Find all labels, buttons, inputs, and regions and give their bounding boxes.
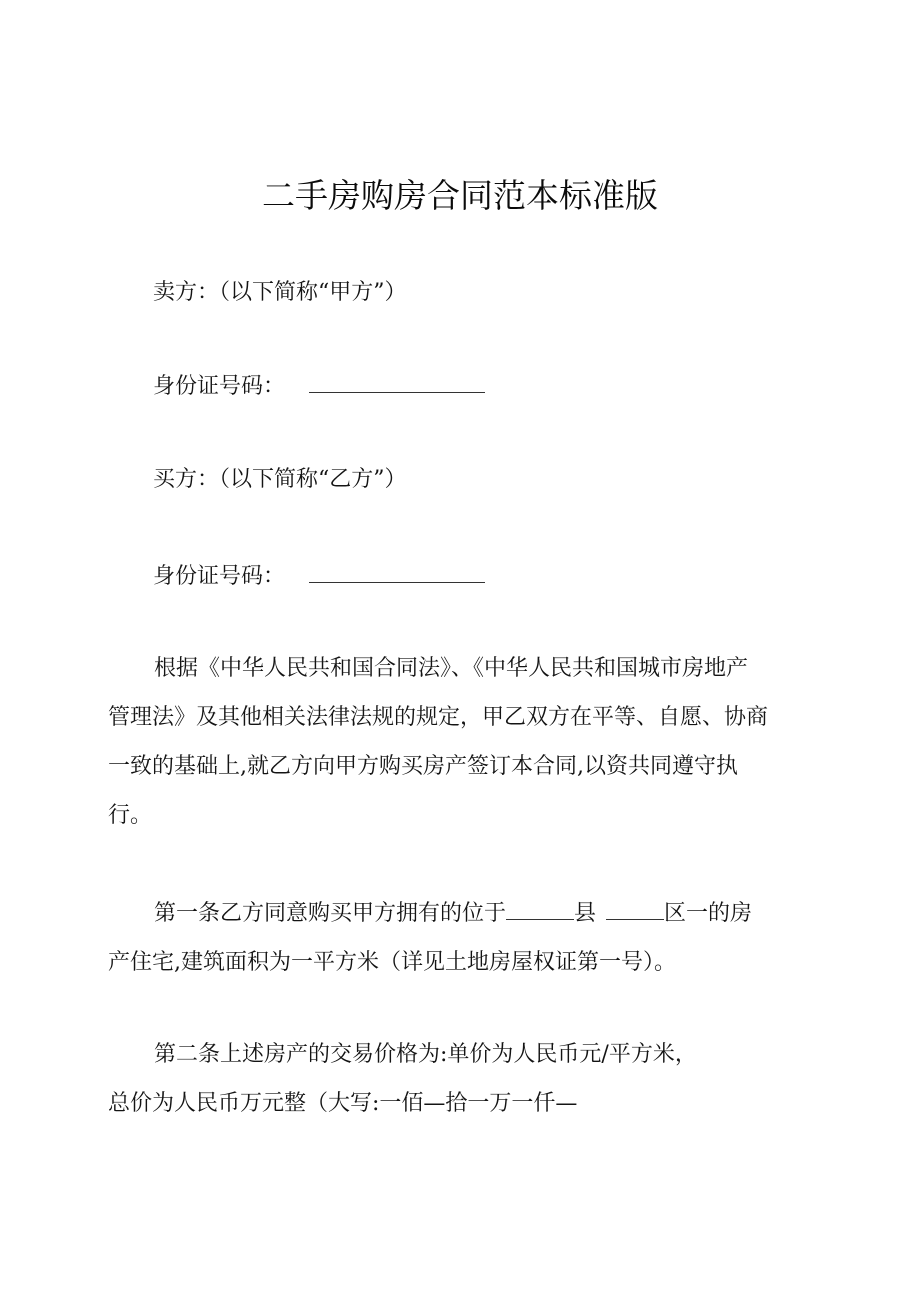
article-1 [108,889,808,987]
buyer-line [153,464,407,496]
seller-label: 卖方：（以下简称“甲方”） [153,280,407,305]
buyer-id-line [153,561,485,593]
seller-id-line [153,371,485,403]
article-2-line-2: 总价为人民币万元整（大写:一佰—拾一万一仟— [108,1091,578,1116]
district-blank[interactable] [606,901,664,920]
preamble-line: 一致的基础上,就乙方向甲方购买房产签订本合同,以资共同遵守执 [108,754,738,779]
buyer-id-blank[interactable] [309,562,485,583]
seller-id-label: 身份证号码： [153,374,286,399]
seller-line [153,277,407,309]
preamble-line: 根据《中华人民共和国合同法》、《中华人民共和国城市房地产 [154,656,749,681]
document-title: 二手房购房合同范本标准版 [262,176,658,215]
article-2-line-1: 第二条上述房产的交易价格为:单价为人民币元/平方米， [154,1042,697,1067]
preamble-paragraph [108,644,808,840]
preamble-line: 行。 [108,803,153,828]
article-2 [108,1030,808,1128]
preamble-line: 管理法》及其他相关法律法规的规定，甲乙双方在平等、自愿、协商 [108,705,769,730]
article-1-line-2: 产住宅,建筑面积为一平方米（详见土地房屋权证第一号）。 [108,950,676,975]
buyer-label: 买方：（以下简称“乙方”） [153,467,407,492]
seller-id-blank[interactable] [309,372,485,393]
article-1-line-1: 第一条乙方同意购买甲方拥有的位于 县 区一的房 [154,901,753,926]
buyer-id-label: 身份证号码： [153,564,286,589]
county-blank[interactable] [506,901,574,920]
